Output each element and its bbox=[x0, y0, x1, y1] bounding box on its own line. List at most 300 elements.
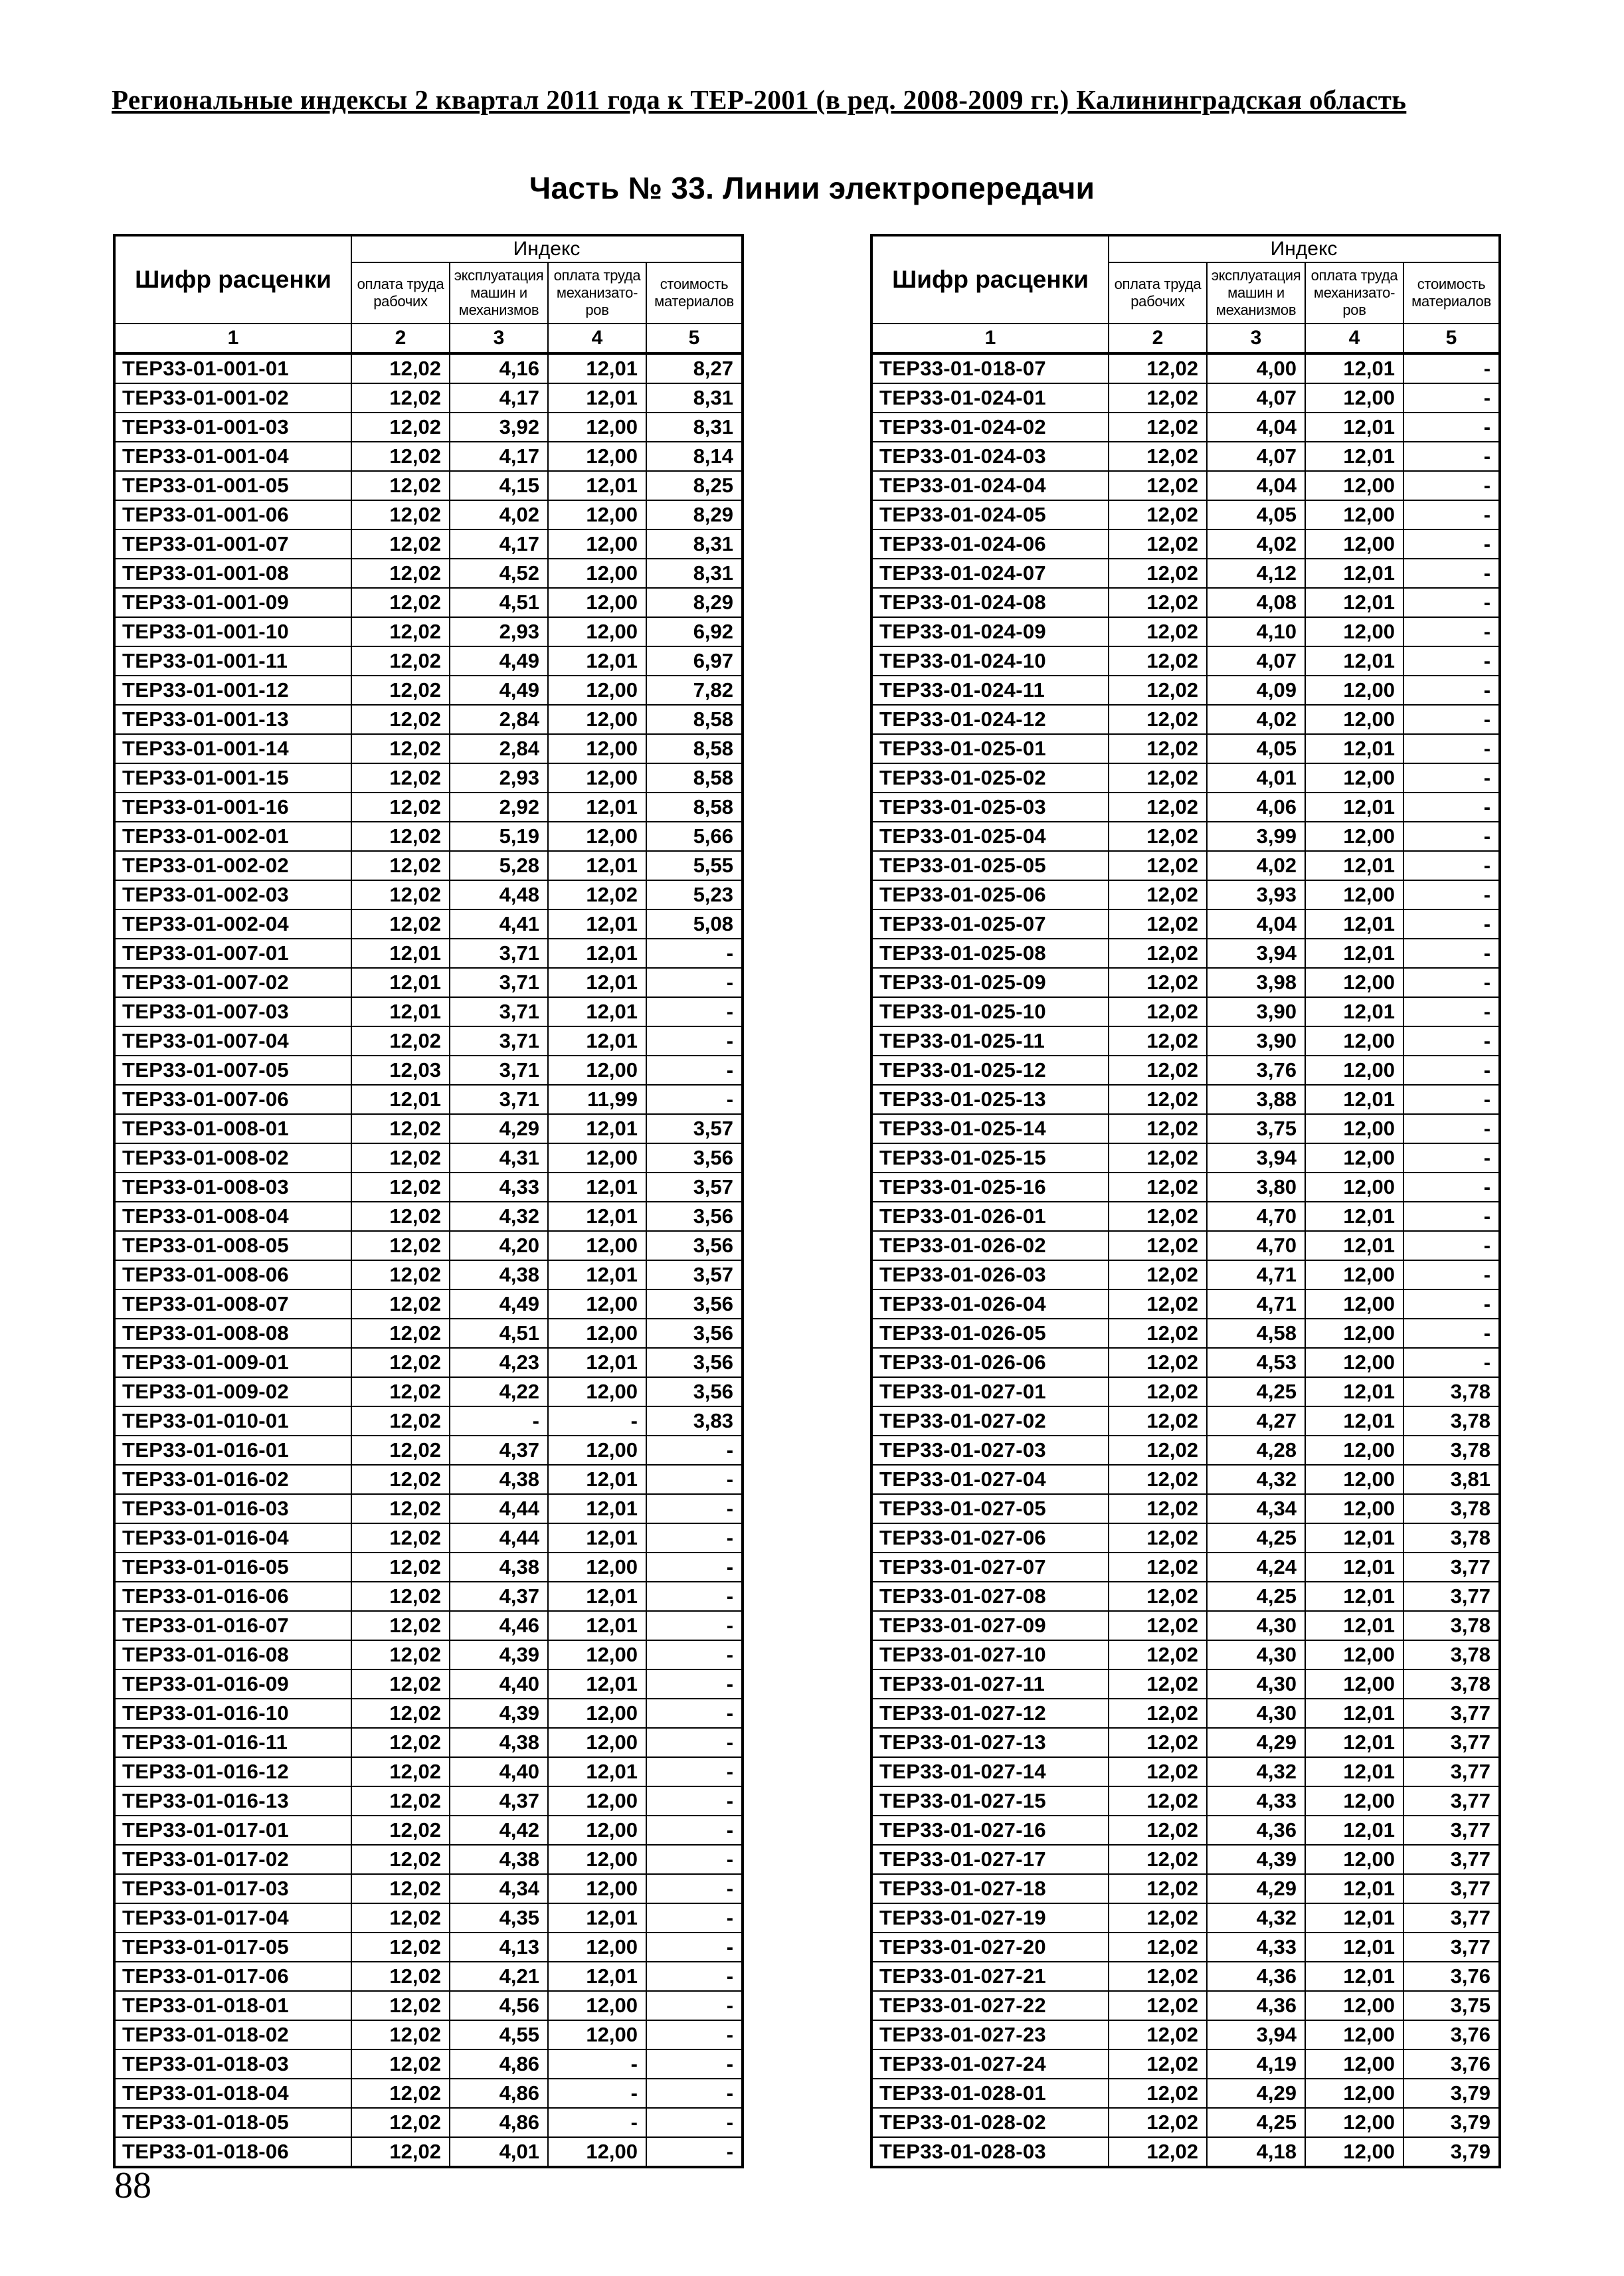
index-value-cell: 12,01 bbox=[1305, 1582, 1403, 1611]
index-value-cell: 3,71 bbox=[450, 1085, 548, 1114]
table-row bbox=[114, 1728, 743, 1757]
index-value-cell: 12,02 bbox=[351, 1728, 450, 1757]
table-row bbox=[871, 1056, 1500, 1085]
table-row bbox=[114, 822, 743, 851]
index-value-cell: 12,02 bbox=[1109, 1465, 1207, 1494]
index-value-cell: - bbox=[1403, 1085, 1500, 1114]
index-value-cell: 12,01 bbox=[548, 968, 646, 997]
code-cell: ТЕР33-01-001-16 bbox=[114, 793, 351, 822]
index-value-cell: 3,57 bbox=[646, 1260, 743, 1289]
index-value-cell: 12,02 bbox=[351, 1260, 450, 1289]
index-value-cell: 4,86 bbox=[450, 2108, 548, 2137]
index-value-cell: 4,40 bbox=[450, 1669, 548, 1699]
table-row bbox=[871, 939, 1500, 968]
index-value-cell: 12,02 bbox=[351, 1348, 450, 1377]
table-row bbox=[871, 1377, 1500, 1406]
index-value-cell: 12,01 bbox=[1305, 442, 1403, 471]
table-row bbox=[871, 413, 1500, 442]
index-value-cell: 2,93 bbox=[450, 763, 548, 793]
header-sub-col-machines: эксплуатация машин и механизмов bbox=[1207, 262, 1305, 324]
index-value-cell: 4,42 bbox=[450, 1816, 548, 1845]
index-value-cell: - bbox=[1403, 442, 1500, 471]
index-value-cell: 3,75 bbox=[1207, 1114, 1305, 1143]
table-row bbox=[871, 1114, 1500, 1143]
index-value-cell: - bbox=[646, 2108, 743, 2137]
code-cell: ТЕР33-01-024-11 bbox=[871, 676, 1109, 705]
index-value-cell: - bbox=[1403, 909, 1500, 939]
index-value-cell: 12,01 bbox=[1305, 588, 1403, 617]
index-value-cell: 12,00 bbox=[548, 500, 646, 529]
index-value-cell: - bbox=[1403, 880, 1500, 909]
table-row bbox=[114, 1406, 743, 1436]
index-value-cell: 3,77 bbox=[1403, 1757, 1500, 1786]
code-cell: ТЕР33-01-024-12 bbox=[871, 705, 1109, 734]
table-row bbox=[114, 1085, 743, 1114]
index-value-cell: 12,02 bbox=[351, 500, 450, 529]
index-value-cell: 3,81 bbox=[1403, 1465, 1500, 1494]
table-row bbox=[114, 1231, 743, 1260]
index-value-cell: 12,02 bbox=[351, 734, 450, 763]
code-cell: ТЕР33-01-016-06 bbox=[114, 1582, 351, 1611]
index-value-cell: 12,02 bbox=[1109, 1377, 1207, 1406]
code-cell: ТЕР33-01-026-06 bbox=[871, 1348, 1109, 1377]
code-cell: ТЕР33-01-027-12 bbox=[871, 1699, 1109, 1728]
index-value-cell: 12,00 bbox=[1305, 2049, 1403, 2079]
table-row bbox=[871, 968, 1500, 997]
index-value-cell: - bbox=[1403, 559, 1500, 588]
index-value-cell: 12,00 bbox=[548, 1699, 646, 1728]
index-value-cell: - bbox=[1403, 1173, 1500, 1202]
table-row bbox=[871, 471, 1500, 500]
index-value-cell: 12,00 bbox=[548, 1319, 646, 1348]
index-value-cell: 12,00 bbox=[1305, 1319, 1403, 1348]
index-value-cell: 12,00 bbox=[1305, 1640, 1403, 1669]
code-cell: ТЕР33-01-007-03 bbox=[114, 997, 351, 1026]
index-value-cell: 12,02 bbox=[351, 559, 450, 588]
index-value-cell: 4,06 bbox=[1207, 793, 1305, 822]
index-value-cell: 3,79 bbox=[1403, 2079, 1500, 2108]
index-value-cell: 12,00 bbox=[1305, 676, 1403, 705]
index-value-cell: 3,76 bbox=[1403, 1962, 1500, 1991]
index-value-cell: 12,01 bbox=[548, 1465, 646, 1494]
index-value-cell: 4,38 bbox=[450, 1728, 548, 1757]
index-value-cell: 12,02 bbox=[1109, 1582, 1207, 1611]
index-value-cell: - bbox=[1403, 997, 1500, 1026]
index-value-cell: 12,02 bbox=[1109, 1260, 1207, 1289]
index-value-cell: 3,77 bbox=[1403, 1728, 1500, 1757]
index-value-cell: 4,25 bbox=[1207, 1582, 1305, 1611]
index-value-cell: 4,39 bbox=[1207, 1845, 1305, 1874]
index-value-cell: 3,80 bbox=[1207, 1173, 1305, 1202]
code-cell: ТЕР33-01-024-03 bbox=[871, 442, 1109, 471]
table-row bbox=[114, 1699, 743, 1728]
index-value-cell: 4,37 bbox=[450, 1436, 548, 1465]
index-value-cell: - bbox=[646, 1933, 743, 1962]
index-value-cell: 12,01 bbox=[1305, 353, 1403, 383]
index-value-cell: 12,02 bbox=[1109, 793, 1207, 822]
table-row bbox=[114, 529, 743, 559]
index-value-cell: 3,77 bbox=[1403, 1786, 1500, 1816]
table-row bbox=[871, 1465, 1500, 1494]
index-value-cell: 12,02 bbox=[351, 1582, 450, 1611]
index-value-cell: 12,00 bbox=[548, 1231, 646, 1260]
index-value-cell: 12,02 bbox=[351, 2137, 450, 2167]
code-cell: ТЕР33-01-007-02 bbox=[114, 968, 351, 997]
index-value-cell: 12,01 bbox=[548, 1757, 646, 1786]
index-value-cell: 12,00 bbox=[548, 1786, 646, 1816]
index-value-cell: 6,97 bbox=[646, 646, 743, 676]
table-row bbox=[114, 1202, 743, 1231]
index-value-cell: 12,01 bbox=[1305, 997, 1403, 1026]
code-cell: ТЕР33-01-002-02 bbox=[114, 851, 351, 880]
index-value-cell: 4,70 bbox=[1207, 1231, 1305, 1260]
index-value-cell: - bbox=[646, 2020, 743, 2049]
code-cell: ТЕР33-01-001-06 bbox=[114, 500, 351, 529]
table-row bbox=[114, 2137, 743, 2167]
index-value-cell: 12,02 bbox=[351, 822, 450, 851]
index-value-cell: 12,00 bbox=[548, 1933, 646, 1962]
index-value-cell: 12,02 bbox=[1109, 617, 1207, 646]
index-value-cell: 12,02 bbox=[1109, 939, 1207, 968]
index-value-cell: - bbox=[646, 1494, 743, 1523]
index-value-cell: 12,02 bbox=[1109, 676, 1207, 705]
index-value-cell: 12,01 bbox=[548, 1348, 646, 1377]
index-value-cell: 3,83 bbox=[646, 1406, 743, 1436]
index-value-cell: 3,57 bbox=[646, 1114, 743, 1143]
index-value-cell: 12,00 bbox=[548, 588, 646, 617]
code-cell: ТЕР33-01-025-13 bbox=[871, 1085, 1109, 1114]
code-cell: ТЕР33-01-027-09 bbox=[871, 1611, 1109, 1640]
code-cell: ТЕР33-01-016-03 bbox=[114, 1494, 351, 1523]
index-value-cell: 12,00 bbox=[548, 1289, 646, 1319]
index-value-cell: 5,28 bbox=[450, 851, 548, 880]
table-row bbox=[871, 1026, 1500, 1056]
code-cell: ТЕР33-01-002-01 bbox=[114, 822, 351, 851]
header-col-number: 2 bbox=[1109, 324, 1207, 353]
table-row bbox=[114, 1757, 743, 1786]
index-value-cell: 12,02 bbox=[351, 529, 450, 559]
index-value-cell: - bbox=[646, 1845, 743, 1874]
index-value-cell: 3,77 bbox=[1403, 1933, 1500, 1962]
index-value-cell: 12,00 bbox=[548, 2020, 646, 2049]
header-col-number: 5 bbox=[1403, 324, 1500, 353]
index-value-cell: 3,75 bbox=[1403, 1991, 1500, 2020]
table-row bbox=[871, 1348, 1500, 1377]
index-value-cell: 12,02 bbox=[351, 1436, 450, 1465]
code-cell: ТЕР33-01-008-08 bbox=[114, 1319, 351, 1348]
index-value-cell: 12,02 bbox=[1109, 2020, 1207, 2049]
index-value-cell: 12,01 bbox=[351, 939, 450, 968]
index-value-cell: 4,49 bbox=[450, 646, 548, 676]
table-row bbox=[871, 1173, 1500, 1202]
index-value-cell: 4,58 bbox=[1207, 1319, 1305, 1348]
code-cell: ТЕР33-01-016-04 bbox=[114, 1523, 351, 1553]
index-value-cell: 4,19 bbox=[1207, 2049, 1305, 2079]
index-value-cell: 12,00 bbox=[1305, 705, 1403, 734]
index-value-cell: 12,00 bbox=[548, 1056, 646, 1085]
header-col-number: 4 bbox=[1305, 324, 1403, 353]
index-value-cell: 4,34 bbox=[1207, 1494, 1305, 1523]
index-value-cell: 12,02 bbox=[351, 1319, 450, 1348]
index-value-cell: 4,04 bbox=[1207, 471, 1305, 500]
index-value-cell: - bbox=[1403, 1348, 1500, 1377]
index-value-cell: 12,00 bbox=[548, 734, 646, 763]
index-value-cell: 4,86 bbox=[450, 2049, 548, 2079]
table-row bbox=[871, 1494, 1500, 1523]
index-value-cell: 12,02 bbox=[1109, 968, 1207, 997]
index-value-cell: 3,77 bbox=[1403, 1699, 1500, 1728]
index-value-cell: 12,02 bbox=[351, 880, 450, 909]
index-value-cell: 7,82 bbox=[646, 676, 743, 705]
index-value-cell: 12,02 bbox=[1109, 734, 1207, 763]
index-value-cell: 12,00 bbox=[548, 1728, 646, 1757]
index-value-cell: 2,84 bbox=[450, 734, 548, 763]
index-value-cell: 12,01 bbox=[1305, 1202, 1403, 1231]
index-value-cell: - bbox=[646, 1465, 743, 1494]
index-value-cell: 12,02 bbox=[351, 1026, 450, 1056]
index-value-cell: 12,00 bbox=[548, 1874, 646, 1903]
index-value-cell: 12,02 bbox=[351, 763, 450, 793]
index-value-cell: 4,29 bbox=[1207, 1728, 1305, 1757]
index-value-cell: 12,01 bbox=[548, 1903, 646, 1933]
index-value-cell: 12,01 bbox=[548, 1114, 646, 1143]
index-value-cell: 12,02 bbox=[1109, 353, 1207, 383]
index-value-cell: 12,00 bbox=[548, 2137, 646, 2167]
table-row bbox=[871, 1582, 1500, 1611]
index-value-cell: 12,00 bbox=[1305, 1173, 1403, 1202]
code-cell: ТЕР33-01-025-01 bbox=[871, 734, 1109, 763]
index-value-cell: 12,01 bbox=[1305, 1553, 1403, 1582]
index-value-cell: 12,01 bbox=[1305, 909, 1403, 939]
code-cell: ТЕР33-01-008-07 bbox=[114, 1289, 351, 1319]
code-cell: ТЕР33-01-018-03 bbox=[114, 2049, 351, 2079]
index-value-cell: 4,16 bbox=[450, 353, 548, 383]
index-value-cell: - bbox=[1403, 1289, 1500, 1319]
index-value-cell: 12,01 bbox=[351, 997, 450, 1026]
code-cell: ТЕР33-01-024-06 bbox=[871, 529, 1109, 559]
index-value-cell: 12,00 bbox=[1305, 1991, 1403, 2020]
index-value-cell: 12,02 bbox=[1109, 1874, 1207, 1903]
table-row bbox=[871, 2108, 1500, 2137]
table-row bbox=[114, 968, 743, 997]
index-value-cell: - bbox=[1403, 646, 1500, 676]
code-cell: ТЕР33-01-025-11 bbox=[871, 1026, 1109, 1056]
index-value-cell: 4,35 bbox=[450, 1903, 548, 1933]
table-row bbox=[871, 1933, 1500, 1962]
table-row bbox=[114, 383, 743, 413]
code-cell: ТЕР33-01-027-14 bbox=[871, 1757, 1109, 1786]
index-value-cell: 12,02 bbox=[351, 705, 450, 734]
table-row bbox=[114, 1991, 743, 2020]
index-value-cell: 4,40 bbox=[450, 1757, 548, 1786]
index-value-cell: 12,01 bbox=[1305, 793, 1403, 822]
code-cell: ТЕР33-01-001-13 bbox=[114, 705, 351, 734]
code-cell: ТЕР33-01-001-04 bbox=[114, 442, 351, 471]
index-value-cell: 4,51 bbox=[450, 1319, 548, 1348]
index-value-cell: 4,71 bbox=[1207, 1289, 1305, 1319]
table-row bbox=[114, 1026, 743, 1056]
index-value-cell: 12,02 bbox=[1109, 1903, 1207, 1933]
index-value-cell: 12,01 bbox=[1305, 1377, 1403, 1406]
index-value-cell: 3,56 bbox=[646, 1231, 743, 1260]
index-value-cell: 12,00 bbox=[548, 1991, 646, 2020]
index-value-cell: 3,94 bbox=[1207, 939, 1305, 968]
index-value-cell: - bbox=[1403, 1143, 1500, 1173]
code-cell: ТЕР33-01-017-02 bbox=[114, 1845, 351, 1874]
code-cell: ТЕР33-01-001-01 bbox=[114, 353, 351, 383]
index-value-cell: - bbox=[646, 1436, 743, 1465]
index-value-cell: 12,00 bbox=[1305, 1669, 1403, 1699]
index-value-cell: 4,00 bbox=[1207, 353, 1305, 383]
index-value-cell: 12,01 bbox=[1305, 559, 1403, 588]
index-value-cell: - bbox=[450, 1406, 548, 1436]
code-cell: ТЕР33-01-017-05 bbox=[114, 1933, 351, 1962]
index-value-cell: 4,56 bbox=[450, 1991, 548, 2020]
index-value-cell: 4,13 bbox=[450, 1933, 548, 1962]
index-value-cell: - bbox=[1403, 413, 1500, 442]
code-cell: ТЕР33-01-027-21 bbox=[871, 1962, 1109, 1991]
table-row bbox=[114, 1874, 743, 1903]
index-value-cell: 12,02 bbox=[1109, 851, 1207, 880]
table-row bbox=[114, 1933, 743, 1962]
table-row bbox=[871, 559, 1500, 588]
code-cell: ТЕР33-01-016-01 bbox=[114, 1436, 351, 1465]
header-col-number: 1 bbox=[114, 324, 351, 353]
index-value-cell: 12,02 bbox=[1109, 529, 1207, 559]
code-cell: ТЕР33-01-024-10 bbox=[871, 646, 1109, 676]
header-sub-col-materials: стоимость материалов bbox=[1403, 262, 1500, 324]
index-value-cell: - bbox=[1403, 1319, 1500, 1348]
code-cell: ТЕР33-01-007-05 bbox=[114, 1056, 351, 1085]
index-value-cell: 4,32 bbox=[1207, 1757, 1305, 1786]
table-row bbox=[871, 909, 1500, 939]
index-value-cell: 2,92 bbox=[450, 793, 548, 822]
index-value-cell: 4,07 bbox=[1207, 442, 1305, 471]
index-value-cell: 12,02 bbox=[1109, 2108, 1207, 2137]
index-value-cell: 12,02 bbox=[1109, 442, 1207, 471]
index-value-cell: - bbox=[548, 2079, 646, 2108]
index-value-cell: - bbox=[548, 1406, 646, 1436]
index-value-cell: 12,01 bbox=[1305, 1231, 1403, 1260]
code-cell: ТЕР33-01-026-03 bbox=[871, 1260, 1109, 1289]
code-cell: ТЕР33-01-016-09 bbox=[114, 1669, 351, 1699]
index-value-cell: 12,00 bbox=[1305, 1465, 1403, 1494]
table-row bbox=[871, 676, 1500, 705]
index-value-cell: 4,01 bbox=[1207, 763, 1305, 793]
index-value-cell: 12,02 bbox=[1109, 1173, 1207, 1202]
index-value-cell: - bbox=[1403, 1202, 1500, 1231]
index-value-cell: - bbox=[646, 2049, 743, 2079]
table-row bbox=[114, 1465, 743, 1494]
index-value-cell: - bbox=[646, 1056, 743, 1085]
index-value-cell: - bbox=[646, 939, 743, 968]
code-cell: ТЕР33-01-001-10 bbox=[114, 617, 351, 646]
index-value-cell: 4,39 bbox=[450, 1699, 548, 1728]
index-value-cell: - bbox=[646, 1874, 743, 1903]
index-value-cell: 12,02 bbox=[351, 588, 450, 617]
index-value-cell: 12,02 bbox=[351, 2049, 450, 2079]
index-value-cell: 11,99 bbox=[548, 1085, 646, 1114]
index-value-cell: 12,02 bbox=[351, 1874, 450, 1903]
index-value-cell: 4,27 bbox=[1207, 1406, 1305, 1436]
index-value-cell: 12,00 bbox=[548, 442, 646, 471]
code-cell: ТЕР33-01-002-04 bbox=[114, 909, 351, 939]
code-cell: ТЕР33-01-026-04 bbox=[871, 1289, 1109, 1319]
index-value-cell: 3,71 bbox=[450, 1026, 548, 1056]
index-value-cell: 12,00 bbox=[548, 559, 646, 588]
index-value-cell: 12,02 bbox=[351, 909, 450, 939]
code-cell: ТЕР33-01-027-07 bbox=[871, 1553, 1109, 1582]
table-row bbox=[871, 500, 1500, 529]
code-cell: ТЕР33-01-001-07 bbox=[114, 529, 351, 559]
index-value-cell: 12,00 bbox=[548, 1816, 646, 1845]
table-row bbox=[114, 1319, 743, 1348]
index-value-cell: 12,01 bbox=[1305, 1757, 1403, 1786]
header-code-col: Шифр расценки bbox=[114, 235, 351, 324]
table-row bbox=[871, 2079, 1500, 2108]
index-value-cell: 4,44 bbox=[450, 1494, 548, 1523]
index-value-cell: 12,02 bbox=[1109, 1114, 1207, 1143]
index-value-cell: - bbox=[1403, 968, 1500, 997]
table-row bbox=[114, 1786, 743, 1816]
table-row bbox=[114, 1669, 743, 1699]
index-value-cell: 12,01 bbox=[351, 968, 450, 997]
code-cell: ТЕР33-01-001-14 bbox=[114, 734, 351, 763]
index-value-cell: 12,00 bbox=[1305, 1026, 1403, 1056]
index-value-cell: 12,02 bbox=[548, 880, 646, 909]
code-cell: ТЕР33-01-027-02 bbox=[871, 1406, 1109, 1436]
code-cell: ТЕР33-01-028-02 bbox=[871, 2108, 1109, 2137]
index-value-cell: 12,02 bbox=[351, 1903, 450, 1933]
index-value-cell: 12,01 bbox=[548, 1494, 646, 1523]
index-value-cell: - bbox=[646, 968, 743, 997]
index-value-cell: 12,01 bbox=[548, 1202, 646, 1231]
index-value-cell: 12,02 bbox=[1109, 1348, 1207, 1377]
index-value-cell: 12,02 bbox=[351, 353, 450, 383]
index-value-cell: 12,02 bbox=[351, 413, 450, 442]
index-value-cell: 12,00 bbox=[1305, 383, 1403, 413]
code-cell: ТЕР33-01-001-09 bbox=[114, 588, 351, 617]
index-value-cell: 3,77 bbox=[1403, 1582, 1500, 1611]
index-value-cell: 12,02 bbox=[1109, 997, 1207, 1026]
table-row bbox=[114, 793, 743, 822]
table-row bbox=[114, 1056, 743, 1085]
header-code-col: Шифр расценки bbox=[871, 235, 1109, 324]
code-cell: ТЕР33-01-001-08 bbox=[114, 559, 351, 588]
index-value-cell: 4,33 bbox=[450, 1173, 548, 1202]
index-value-cell: 12,01 bbox=[548, 1582, 646, 1611]
index-value-cell: 12,01 bbox=[548, 939, 646, 968]
index-value-cell: 12,00 bbox=[1305, 1260, 1403, 1289]
index-value-cell: 4,08 bbox=[1207, 588, 1305, 617]
index-value-cell: 3,76 bbox=[1403, 2049, 1500, 2079]
index-value-cell: 4,70 bbox=[1207, 1202, 1305, 1231]
index-value-cell: 12,02 bbox=[1109, 1845, 1207, 1874]
table-row bbox=[871, 705, 1500, 734]
index-value-cell: 12,00 bbox=[548, 529, 646, 559]
index-value-cell: 8,31 bbox=[646, 413, 743, 442]
table-row bbox=[114, 617, 743, 646]
index-value-cell: 4,23 bbox=[450, 1348, 548, 1377]
code-cell: ТЕР33-01-026-05 bbox=[871, 1319, 1109, 1348]
index-value-cell: 12,02 bbox=[1109, 1816, 1207, 1845]
index-value-cell: 4,34 bbox=[450, 1874, 548, 1903]
index-value-cell: 12,00 bbox=[1305, 1114, 1403, 1143]
index-value-cell: 4,86 bbox=[450, 2079, 548, 2108]
index-value-cell: 12,02 bbox=[351, 1494, 450, 1523]
index-value-cell: 3,76 bbox=[1403, 2020, 1500, 2049]
header-sub-col-labor: оплата труда рабочих bbox=[1109, 262, 1207, 324]
